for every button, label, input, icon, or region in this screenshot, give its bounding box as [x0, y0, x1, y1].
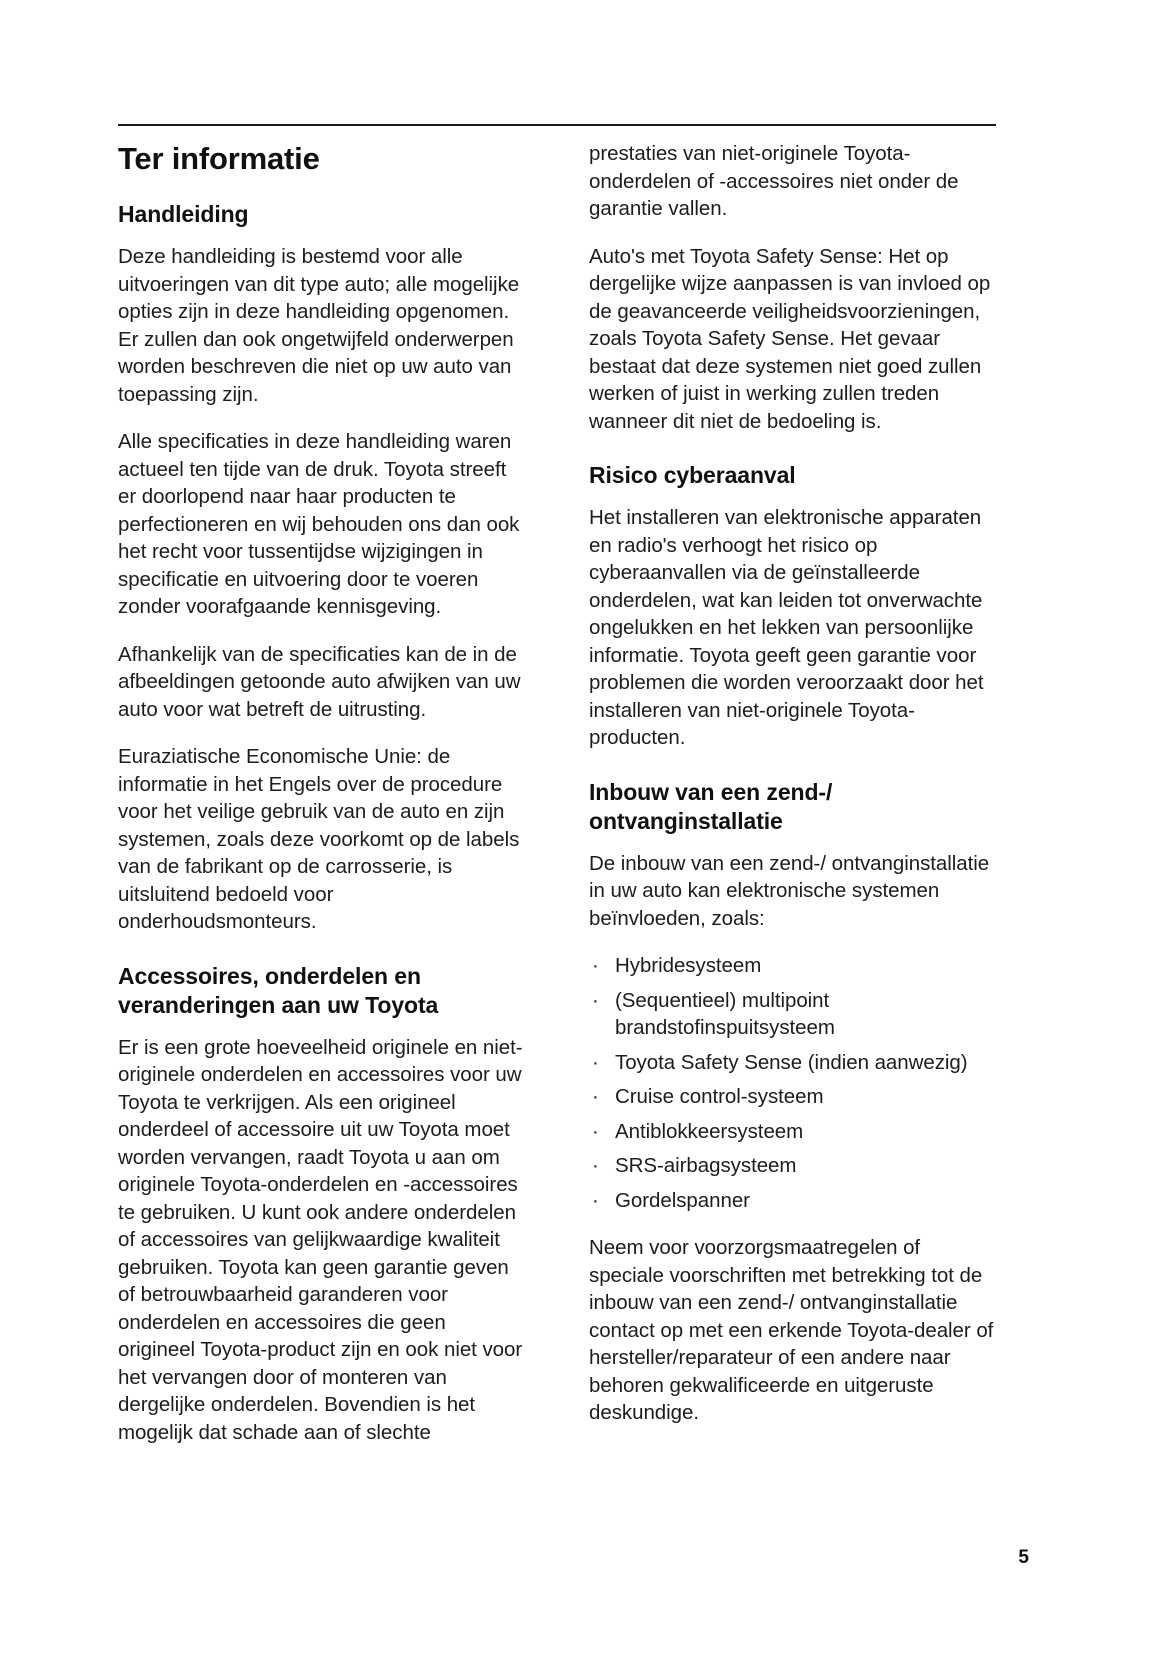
- paragraph: Alle specificaties in deze handleiding waren actueel ten tijde van de druk. Toyota streeft er doorlopend naar haar producten te perfectioneren en wij behouden ons dan ook het recht voor tussentijdse wijzigingen in specificatie en uitvoering door te voeren zonder voorafgaande kennisgeving.: [118, 430, 520, 618]
- list-item-label: Toyota Safety Sense (indien aanwezig): [615, 1050, 968, 1074]
- paragraph: Neem voor voorzorgsmaatregelen of speciale voorschriften met betrekking tot de inbouw van een zend-/ ontvanginstallatie contact op met een erkende Toyota-dealer of hersteller/reparateur of een andere naar behoren gekwalificeerde en uitgeruste deskundige.: [589, 1236, 994, 1424]
- two-column-layout: [118, 140, 996, 1446]
- paragraph: Euraziatische Economische Unie: de informatie in het Engels over de procedure voor het veilige gebruik van de auto en zijn systemen, zoals deze voorkomt op de labels van de fabrikant op de carrosserie, is uitsluitend bedoeld voor onderhoudsmonteurs.: [118, 745, 520, 933]
- bullet-icon: ·: [592, 1188, 599, 1212]
- paragraph: prestaties van niet-originele Toyota-onderdelen of -accessoires niet onder de garantie vallen.: [589, 142, 959, 220]
- list-item-label: SRS-airbagsysteem: [615, 1154, 797, 1177]
- list-item: [589, 1083, 996, 1111]
- list-item-label: Antiblokkeersysteem: [615, 1119, 804, 1143]
- paragraph: Er is een grote hoeveelheid originele en niet-originele onderdelen en accessoires voor uw Toyota te verkrijgen. Als een origineel onderdeel of accessoire uit uw Toyota moet worden vervangen, raadt Toyota u aan om originele Toyota-onderdelen en -accessoires te gebruiken. U kunt ook andere onderdelen of accessoires van gelijkwaardige kwaliteit gebruiken. Toyota kan geen garantie geven of betrouwbaarheid garanderen voor onderdelen en accessoires die geen origineel Toyota-product zijn en ook niet voor het vervangen door of monteren van dergelijke onderdelen. Bovendien is het mogelijk dat schade aan of slechte: [118, 1035, 523, 1444]
- bullet-icon: ·: [592, 1119, 599, 1143]
- left-column: [118, 140, 525, 1446]
- section-heading-handleiding: Handleiding: [118, 201, 249, 227]
- list-item: [589, 987, 996, 1042]
- systems-bullet-list: [589, 952, 996, 1214]
- paragraph: Afhankelijk van de specificaties kan de in de afbeeldingen getoonde auto afwijken van uw auto voor wat betreft de uitrusting.: [118, 642, 521, 721]
- page-number: 5: [1018, 1547, 1029, 1568]
- paragraph: Auto's met Toyota Safety Sense: Het op dergelijke wijze aanpassen is van invloed op de geavanceerde veiligheidsvoorzieningen, zoals Toyota Safety Sense. Het gevaar bestaat dat deze systemen niet goed zullen werken of juist in werking zullen treden wanneer dit niet de bedoeling is.: [589, 244, 991, 433]
- list-item-label: Hybridesysteem: [615, 954, 762, 977]
- bullet-icon: ·: [592, 954, 599, 977]
- paragraph: De inbouw van een zend-/ ontvanginstallatie in uw auto kan elektronische systemen beïnvloeden, zoals:: [589, 851, 990, 930]
- page-title: Ter informatie: [118, 141, 320, 176]
- section-heading-inbouw: Inbouw van een zend-/ ontvanginstallatie: [589, 778, 833, 834]
- list-item: [589, 1049, 996, 1077]
- section-heading-accessoires: Accessoires, onderdelen en veranderingen aan uw Toyota: [118, 962, 439, 1018]
- list-item: [589, 952, 996, 980]
- list-item-label: Gordelspanner: [615, 1188, 750, 1212]
- list-item: [589, 1118, 996, 1146]
- paragraph: Het installeren van elektronische apparaten en radio's verhoogt het risico op cyberaanvallen via de geïnstalleerde onderdelen, wat kan leiden tot onverwachte ongelukken en het lekken van persoonlijke informatie. Toyota geeft geen garantie voor problemen die worden veroorzaakt door het installeren van niet-originele Toyota-producten.: [589, 506, 984, 749]
- list-item-label: (Sequentieel) multipoint brandstofinspuitsysteem: [615, 988, 835, 1039]
- bullet-icon: ·: [592, 1085, 599, 1108]
- list-item: [589, 1187, 996, 1215]
- paragraph: Deze handleiding is bestemd voor alle uitvoeringen van dit type auto; alle mogelijke opties zijn in deze handleiding opgenomen. Er zullen dan ook ongetwijfeld onderwerpen worden beschreven die niet op uw auto van toepassing zijn.: [118, 245, 520, 406]
- header-rule: [118, 124, 996, 126]
- bullet-icon: ·: [592, 988, 599, 1012]
- bullet-icon: ·: [592, 1154, 599, 1177]
- section-heading-cyberaanval: Risico cyberaanval: [589, 462, 796, 488]
- list-item: [589, 1152, 996, 1180]
- bullet-icon: ·: [592, 1050, 599, 1074]
- list-item-label: Cruise control-systeem: [615, 1085, 824, 1108]
- right-column: [589, 140, 996, 1446]
